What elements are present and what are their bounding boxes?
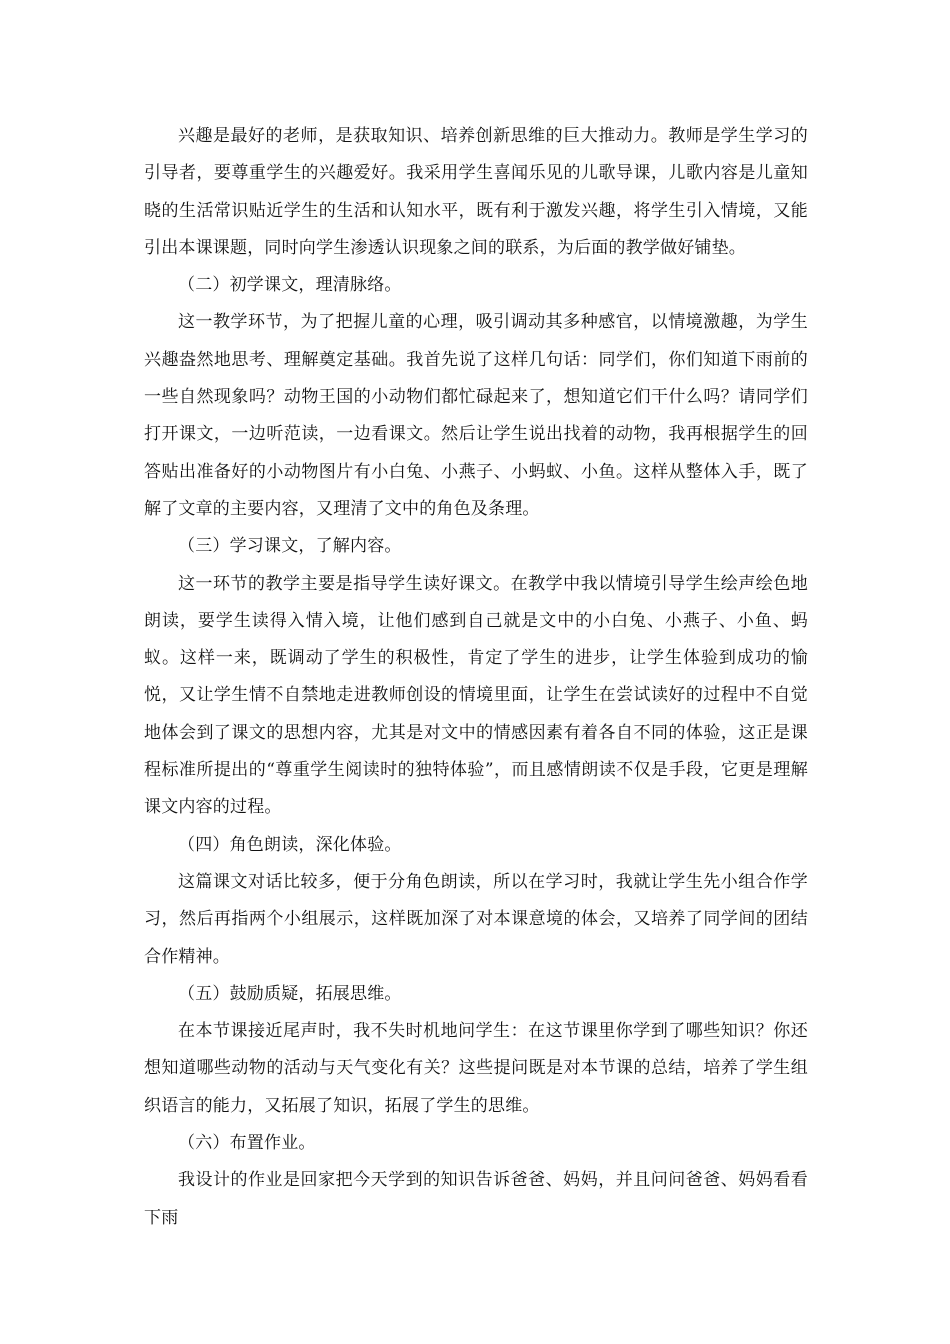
section-heading-6: （六）布置作业。 [178,1133,316,1154]
paragraph-section-4: 这篇课文对话比较多，便于分角色朗读，所以在学习时，我就让学生先小组合作学习，然后再指两个小组展示，这样既加深了对本课意境的体会，又培养了同学间的团结合作精神。 [144,871,808,967]
paragraph-section-6: 我设计的作业是回家把今天学到的知识告诉爸爸、妈妈，并且问问爸爸、妈妈看看下雨 [144,1170,808,1228]
section-heading-4: （四）角色朗读，深化体验。 [178,834,402,855]
section-heading-2: （二）初学课文，理清脉络。 [178,275,402,296]
section-heading-5: （五）鼓励质疑，拓展思维。 [178,983,402,1004]
paragraph-section-2: 这一教学环节，为了把握儿童的心理，吸引调动其多种感官，以情境激趣，为学生兴趣盎然地思考、理解奠定基础。我首先说了这样几句话：同学们，你们知道下雨前的一些自然现象吗？动物王国的小动物们都忙碌起来了，想知道它们干什么吗？请同学们打开课文，一边听范读，一边看课文。然后让学生说出找着的动物，我再根据学生的回答贴出准备好的小动物图片有小白兔、小燕子、小蚂蚁、小鱼。这样从整体入手，既了解了文章的主要内容，又理清了文中的角色及条理。 [144,312,808,519]
paragraph-section-5: 在本节课接近尾声时，我不失时机地问学生：在这节课里你学到了哪些知识？你还想知道哪些动物的活动与天气变化有关？这些提问既是对本节课的总结，培养了学生组织语言的能力，又拓展了知识，拓展了学生的思维。 [144,1021,808,1116]
paragraph-interest-intro: 兴趣是最好的老师，是获取知识、培养创新思维的巨大推动力。教师是学生学习的引导者，要尊重学生的兴趣爱好。我采用学生喜闻乐见的儿歌导课，儿歌内容是儿童知晓的生活常识贴近学生的生活和认知水平，既有利于激发兴趣，将学生引入情境，又能引出本课课题，同时向学生渗透认识现象之间的联系，为后面的教学做好铺垫。 [144,126,808,258]
section-heading-3: （三）学习课文，了解内容。 [178,536,402,557]
paragraph-section-3: 这一环节的教学主要是指导学生读好课文。在教学中我以情境引导学生绘声绘色地朗读，要学生读得入情入境，让他们感到自己就是文中的小白兔、小燕子、小鱼、蚂蚁。这样一来，既调动了学生的积极性，肯定了学生的进步，让学生体验到成功的愉悦，又让学生情不自禁地走进教师创设的情境里面，让学生在尝试读好的过程中不自觉地体会到了课文的思想内容，尤其是对文中的情感因素有着各自不同的体验，这正是课程标准所提出的“尊重学生阅读时的独特体验”，而且感情朗读不仅是手段，它更是理解课文内容的过程。 [144,573,808,818]
document-body [144,118,808,1237]
